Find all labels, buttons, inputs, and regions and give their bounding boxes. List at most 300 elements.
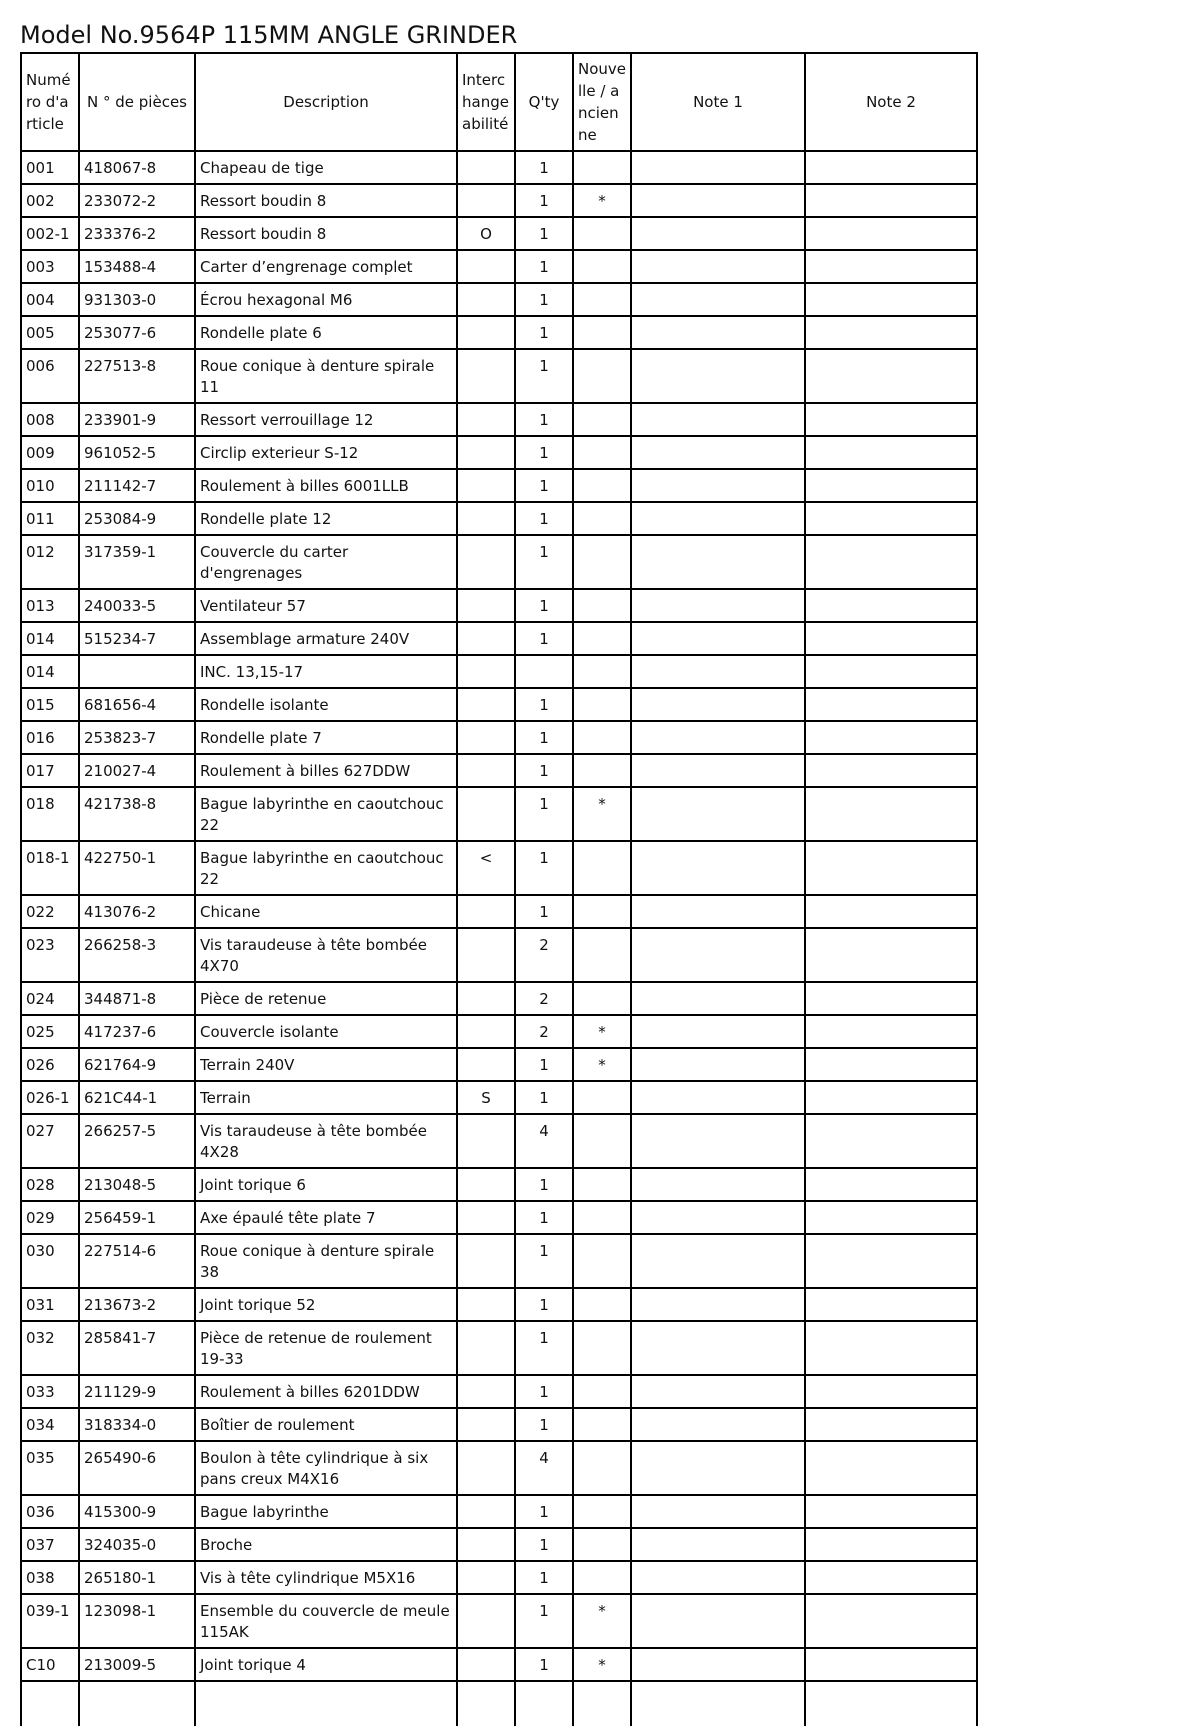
cell-description: Vis à tête cylindrique M5X16 bbox=[195, 1561, 457, 1594]
cell-description: Boulon à tête cylindrique à six pans creux M4X16 bbox=[195, 1441, 457, 1495]
cell-item-no: 014 bbox=[21, 655, 79, 688]
cell-qty: 1 bbox=[515, 1201, 573, 1234]
cell-description: Roue conique à denture spirale 38 bbox=[195, 1234, 457, 1288]
cell-note-2 bbox=[805, 1375, 977, 1408]
cell-description: Roulement à billes 627DDW bbox=[195, 754, 457, 787]
cell-interchangeability: < bbox=[457, 841, 515, 895]
cell-new-old: * bbox=[573, 787, 631, 841]
cell-interchangeability bbox=[457, 1114, 515, 1168]
cell-interchangeability bbox=[457, 655, 515, 688]
cell-interchangeability bbox=[457, 502, 515, 535]
cell-description: Pièce de retenue de roulement 19-33 bbox=[195, 1321, 457, 1375]
cell-description: Joint torique 4 bbox=[195, 1648, 457, 1681]
cell-qty: 1 bbox=[515, 349, 573, 403]
cell-note-1 bbox=[631, 184, 805, 217]
cell-note-2 bbox=[805, 184, 977, 217]
cell-interchangeability bbox=[457, 895, 515, 928]
cell-interchangeability bbox=[457, 1234, 515, 1288]
cell-note-1 bbox=[631, 469, 805, 502]
cell-qty bbox=[515, 655, 573, 688]
cell-note-2 bbox=[805, 1495, 977, 1528]
cell-note-2 bbox=[805, 787, 977, 841]
cell-description: Bague labyrinthe en caoutchouc 22 bbox=[195, 787, 457, 841]
table-body bbox=[21, 151, 977, 1726]
cell-part-no: 266257-5 bbox=[79, 1114, 195, 1168]
cell-note-2 bbox=[805, 1408, 977, 1441]
cell-description: Pièce de retenue bbox=[195, 982, 457, 1015]
table-row bbox=[21, 1648, 977, 1681]
cell-interchangeability bbox=[457, 1495, 515, 1528]
table-row bbox=[21, 502, 977, 535]
cell-new-old bbox=[573, 1561, 631, 1594]
cell-part-no: 211129-9 bbox=[79, 1375, 195, 1408]
table-row bbox=[21, 535, 977, 589]
cell-note-1 bbox=[631, 250, 805, 283]
cell-qty: 1 bbox=[515, 217, 573, 250]
cell-qty: 1 bbox=[515, 283, 573, 316]
cell-note-1 bbox=[631, 1528, 805, 1561]
cell-interchangeability bbox=[457, 622, 515, 655]
cell-part-no: 344871-8 bbox=[79, 982, 195, 1015]
cell-qty: 1 bbox=[515, 1321, 573, 1375]
table-row bbox=[21, 721, 977, 754]
cell-description: Boîtier de roulement bbox=[195, 1408, 457, 1441]
cell-part-no: 265490-6 bbox=[79, 1441, 195, 1495]
cell-description: Ressort verrouillage 12 bbox=[195, 403, 457, 436]
cell-qty: 1 bbox=[515, 1648, 573, 1681]
header-item-no: Numéro d'article bbox=[21, 53, 79, 151]
cell-part-no: 621C44-1 bbox=[79, 1081, 195, 1114]
empty-cell bbox=[195, 1681, 457, 1726]
cell-description: Rondelle plate 12 bbox=[195, 502, 457, 535]
cell-description: Couvercle isolante bbox=[195, 1015, 457, 1048]
cell-note-1 bbox=[631, 535, 805, 589]
table-row bbox=[21, 403, 977, 436]
cell-note-1 bbox=[631, 217, 805, 250]
table-row bbox=[21, 217, 977, 250]
cell-item-no: 015 bbox=[21, 688, 79, 721]
cell-interchangeability bbox=[457, 688, 515, 721]
cell-new-old bbox=[573, 283, 631, 316]
empty-cell bbox=[515, 1681, 573, 1726]
cell-part-no bbox=[79, 655, 195, 688]
cell-part-no: 418067-8 bbox=[79, 151, 195, 184]
cell-new-old bbox=[573, 1201, 631, 1234]
cell-note-1 bbox=[631, 1168, 805, 1201]
cell-qty: 1 bbox=[515, 1561, 573, 1594]
cell-note-1 bbox=[631, 982, 805, 1015]
table-row bbox=[21, 655, 977, 688]
cell-note-1 bbox=[631, 721, 805, 754]
cell-part-no: 256459-1 bbox=[79, 1201, 195, 1234]
table-row-empty bbox=[21, 1681, 977, 1726]
cell-new-old bbox=[573, 349, 631, 403]
cell-qty: 1 bbox=[515, 1234, 573, 1288]
page-title: Model No.9564P 115MM ANGLE GRINDER bbox=[20, 21, 518, 49]
cell-qty: 1 bbox=[515, 1375, 573, 1408]
cell-note-1 bbox=[631, 1321, 805, 1375]
cell-interchangeability bbox=[457, 1288, 515, 1321]
cell-description: Assemblage armature 240V bbox=[195, 622, 457, 655]
cell-qty: 1 bbox=[515, 1288, 573, 1321]
empty-cell bbox=[631, 1681, 805, 1726]
table-row bbox=[21, 622, 977, 655]
cell-note-2 bbox=[805, 982, 977, 1015]
cell-item-no: 006 bbox=[21, 349, 79, 403]
cell-note-2 bbox=[805, 1168, 977, 1201]
table-row bbox=[21, 1114, 977, 1168]
cell-note-1 bbox=[631, 1015, 805, 1048]
cell-interchangeability bbox=[457, 250, 515, 283]
cell-note-2 bbox=[805, 403, 977, 436]
cell-description: Carter d’engrenage complet bbox=[195, 250, 457, 283]
cell-interchangeability bbox=[457, 1168, 515, 1201]
cell-new-old bbox=[573, 1081, 631, 1114]
cell-note-1 bbox=[631, 787, 805, 841]
cell-description: Vis taraudeuse à tête bombée 4X28 bbox=[195, 1114, 457, 1168]
cell-note-1 bbox=[631, 688, 805, 721]
cell-description: Axe épaulé tête plate 7 bbox=[195, 1201, 457, 1234]
cell-note-1 bbox=[631, 895, 805, 928]
cell-note-1 bbox=[631, 1495, 805, 1528]
table-row bbox=[21, 1321, 977, 1375]
cell-part-no: 266258-3 bbox=[79, 928, 195, 982]
cell-qty: 2 bbox=[515, 982, 573, 1015]
cell-item-no: 009 bbox=[21, 436, 79, 469]
cell-qty: 1 bbox=[515, 622, 573, 655]
cell-note-1 bbox=[631, 436, 805, 469]
cell-interchangeability bbox=[457, 1408, 515, 1441]
cell-qty: 1 bbox=[515, 469, 573, 502]
cell-description: Ventilateur 57 bbox=[195, 589, 457, 622]
cell-new-old bbox=[573, 1375, 631, 1408]
cell-part-no: 213009-5 bbox=[79, 1648, 195, 1681]
cell-interchangeability bbox=[457, 151, 515, 184]
cell-item-no: 037 bbox=[21, 1528, 79, 1561]
cell-item-no: 026-1 bbox=[21, 1081, 79, 1114]
cell-description: Circlip exterieur S-12 bbox=[195, 436, 457, 469]
cell-part-no: 253823-7 bbox=[79, 721, 195, 754]
cell-qty: 4 bbox=[515, 1114, 573, 1168]
cell-new-old bbox=[573, 469, 631, 502]
cell-qty: 1 bbox=[515, 436, 573, 469]
cell-part-no: 227514-6 bbox=[79, 1234, 195, 1288]
table-row bbox=[21, 1528, 977, 1561]
cell-part-no: 265180-1 bbox=[79, 1561, 195, 1594]
cell-qty: 1 bbox=[515, 1528, 573, 1561]
cell-note-1 bbox=[631, 151, 805, 184]
cell-part-no: 417237-6 bbox=[79, 1015, 195, 1048]
cell-note-1 bbox=[631, 316, 805, 349]
cell-interchangeability bbox=[457, 721, 515, 754]
cell-note-1 bbox=[631, 1234, 805, 1288]
cell-description: Écrou hexagonal M6 bbox=[195, 283, 457, 316]
cell-item-no: 003 bbox=[21, 250, 79, 283]
cell-note-2 bbox=[805, 1201, 977, 1234]
header-part-no: N ° de pièces bbox=[79, 53, 195, 151]
header-new-old: Nouvelle / ancienne bbox=[573, 53, 631, 151]
cell-new-old bbox=[573, 217, 631, 250]
cell-note-2 bbox=[805, 1528, 977, 1561]
header-note-2: Note 2 bbox=[805, 53, 977, 151]
cell-note-2 bbox=[805, 622, 977, 655]
table-row bbox=[21, 1168, 977, 1201]
table-row bbox=[21, 151, 977, 184]
cell-note-1 bbox=[631, 1114, 805, 1168]
cell-new-old bbox=[573, 589, 631, 622]
cell-part-no: 961052-5 bbox=[79, 436, 195, 469]
cell-interchangeability bbox=[457, 403, 515, 436]
cell-new-old bbox=[573, 754, 631, 787]
cell-interchangeability bbox=[457, 1648, 515, 1681]
cell-part-no: 210027-4 bbox=[79, 754, 195, 787]
cell-description: Rondelle plate 6 bbox=[195, 316, 457, 349]
cell-note-1 bbox=[631, 502, 805, 535]
cell-part-no: 253084-9 bbox=[79, 502, 195, 535]
cell-qty: 1 bbox=[515, 151, 573, 184]
header-qty: Q'ty bbox=[515, 53, 573, 151]
cell-note-2 bbox=[805, 1648, 977, 1681]
cell-part-no: 413076-2 bbox=[79, 895, 195, 928]
cell-interchangeability bbox=[457, 1321, 515, 1375]
cell-note-2 bbox=[805, 1081, 977, 1114]
table-row bbox=[21, 754, 977, 787]
cell-note-1 bbox=[631, 841, 805, 895]
cell-qty: 1 bbox=[515, 688, 573, 721]
cell-description: Bague labyrinthe bbox=[195, 1495, 457, 1528]
cell-note-2 bbox=[805, 217, 977, 250]
cell-interchangeability bbox=[457, 184, 515, 217]
cell-note-1 bbox=[631, 349, 805, 403]
cell-note-2 bbox=[805, 535, 977, 589]
cell-new-old bbox=[573, 1321, 631, 1375]
cell-note-2 bbox=[805, 655, 977, 688]
cell-part-no: 421738-8 bbox=[79, 787, 195, 841]
cell-note-1 bbox=[631, 1648, 805, 1681]
cell-interchangeability bbox=[457, 787, 515, 841]
cell-part-no: 211142-7 bbox=[79, 469, 195, 502]
cell-qty: 1 bbox=[515, 841, 573, 895]
cell-part-no: 317359-1 bbox=[79, 535, 195, 589]
cell-interchangeability bbox=[457, 982, 515, 1015]
table-row bbox=[21, 982, 977, 1015]
cell-new-old bbox=[573, 721, 631, 754]
cell-new-old: * bbox=[573, 184, 631, 217]
cell-item-no: 012 bbox=[21, 535, 79, 589]
cell-interchangeability bbox=[457, 1015, 515, 1048]
cell-part-no: 324035-0 bbox=[79, 1528, 195, 1561]
cell-description: Terrain bbox=[195, 1081, 457, 1114]
cell-part-no: 233376-2 bbox=[79, 217, 195, 250]
cell-description: Ressort boudin 8 bbox=[195, 184, 457, 217]
cell-note-2 bbox=[805, 1015, 977, 1048]
cell-note-1 bbox=[631, 1441, 805, 1495]
cell-part-no: 621764-9 bbox=[79, 1048, 195, 1081]
cell-qty: 1 bbox=[515, 502, 573, 535]
cell-note-1 bbox=[631, 622, 805, 655]
cell-note-2 bbox=[805, 436, 977, 469]
cell-note-2 bbox=[805, 1561, 977, 1594]
cell-item-no: 039-1 bbox=[21, 1594, 79, 1648]
cell-description: Joint torique 6 bbox=[195, 1168, 457, 1201]
cell-new-old bbox=[573, 1408, 631, 1441]
cell-interchangeability bbox=[457, 1561, 515, 1594]
cell-note-2 bbox=[805, 688, 977, 721]
table-row bbox=[21, 184, 977, 217]
cell-note-2 bbox=[805, 1234, 977, 1288]
table-row bbox=[21, 1594, 977, 1648]
cell-interchangeability: S bbox=[457, 1081, 515, 1114]
cell-item-no: 035 bbox=[21, 1441, 79, 1495]
table-row bbox=[21, 1015, 977, 1048]
cell-part-no: 233072-2 bbox=[79, 184, 195, 217]
cell-interchangeability bbox=[457, 283, 515, 316]
cell-new-old bbox=[573, 316, 631, 349]
table-row bbox=[21, 1408, 977, 1441]
cell-qty: 2 bbox=[515, 1015, 573, 1048]
cell-note-2 bbox=[805, 895, 977, 928]
cell-item-no: 033 bbox=[21, 1375, 79, 1408]
cell-item-no: 002 bbox=[21, 184, 79, 217]
cell-item-no: 001 bbox=[21, 151, 79, 184]
cell-item-no: 024 bbox=[21, 982, 79, 1015]
cell-interchangeability bbox=[457, 1048, 515, 1081]
table-row bbox=[21, 436, 977, 469]
cell-item-no: 029 bbox=[21, 1201, 79, 1234]
cell-interchangeability bbox=[457, 1201, 515, 1234]
cell-note-1 bbox=[631, 283, 805, 316]
cell-new-old bbox=[573, 1288, 631, 1321]
cell-qty: 1 bbox=[515, 721, 573, 754]
cell-description: Rondelle isolante bbox=[195, 688, 457, 721]
cell-item-no: 027 bbox=[21, 1114, 79, 1168]
cell-description: Ensemble du couvercle de meule 115AK bbox=[195, 1594, 457, 1648]
cell-interchangeability bbox=[457, 1441, 515, 1495]
cell-item-no: 008 bbox=[21, 403, 79, 436]
table-row bbox=[21, 841, 977, 895]
cell-note-1 bbox=[631, 1201, 805, 1234]
cell-new-old bbox=[573, 1114, 631, 1168]
cell-new-old bbox=[573, 895, 631, 928]
cell-note-2 bbox=[805, 721, 977, 754]
cell-note-2 bbox=[805, 283, 977, 316]
cell-description: INC. 13,15-17 bbox=[195, 655, 457, 688]
cell-note-1 bbox=[631, 1081, 805, 1114]
cell-new-old bbox=[573, 982, 631, 1015]
cell-qty: 1 bbox=[515, 1048, 573, 1081]
cell-qty: 1 bbox=[515, 589, 573, 622]
cell-interchangeability bbox=[457, 349, 515, 403]
cell-qty: 1 bbox=[515, 1081, 573, 1114]
cell-new-old bbox=[573, 535, 631, 589]
cell-interchangeability bbox=[457, 1375, 515, 1408]
cell-description: Chapeau de tige bbox=[195, 151, 457, 184]
cell-note-2 bbox=[805, 1321, 977, 1375]
cell-note-2 bbox=[805, 1594, 977, 1648]
table-row bbox=[21, 787, 977, 841]
cell-note-2 bbox=[805, 928, 977, 982]
cell-note-1 bbox=[631, 1408, 805, 1441]
cell-interchangeability bbox=[457, 754, 515, 787]
empty-cell bbox=[573, 1681, 631, 1726]
cell-item-no: 014 bbox=[21, 622, 79, 655]
cell-part-no: 153488-4 bbox=[79, 250, 195, 283]
cell-note-1 bbox=[631, 754, 805, 787]
cell-note-2 bbox=[805, 1114, 977, 1168]
cell-note-2 bbox=[805, 316, 977, 349]
cell-note-2 bbox=[805, 841, 977, 895]
cell-item-no: 034 bbox=[21, 1408, 79, 1441]
cell-qty: 1 bbox=[515, 754, 573, 787]
cell-item-no: C10 bbox=[21, 1648, 79, 1681]
cell-qty: 1 bbox=[515, 787, 573, 841]
table-row bbox=[21, 1288, 977, 1321]
table-header-row bbox=[21, 53, 977, 151]
table-row bbox=[21, 1375, 977, 1408]
cell-qty: 1 bbox=[515, 1495, 573, 1528]
cell-part-no: 931303-0 bbox=[79, 283, 195, 316]
cell-qty: 1 bbox=[515, 403, 573, 436]
cell-note-1 bbox=[631, 1561, 805, 1594]
cell-new-old bbox=[573, 1495, 631, 1528]
cell-interchangeability bbox=[457, 1594, 515, 1648]
cell-item-no: 013 bbox=[21, 589, 79, 622]
cell-qty: 2 bbox=[515, 928, 573, 982]
cell-description: Chicane bbox=[195, 895, 457, 928]
cell-note-1 bbox=[631, 655, 805, 688]
cell-description: Bague labyrinthe en caoutchouc 22 bbox=[195, 841, 457, 895]
cell-note-1 bbox=[631, 1288, 805, 1321]
cell-part-no: 515234-7 bbox=[79, 622, 195, 655]
cell-item-no: 032 bbox=[21, 1321, 79, 1375]
cell-new-old bbox=[573, 1528, 631, 1561]
cell-new-old bbox=[573, 502, 631, 535]
cell-description: Broche bbox=[195, 1528, 457, 1561]
empty-cell bbox=[805, 1681, 977, 1726]
cell-qty: 1 bbox=[515, 250, 573, 283]
cell-item-no: 038 bbox=[21, 1561, 79, 1594]
table-row bbox=[21, 283, 977, 316]
cell-new-old: * bbox=[573, 1594, 631, 1648]
cell-note-1 bbox=[631, 589, 805, 622]
table-row bbox=[21, 250, 977, 283]
cell-note-2 bbox=[805, 1441, 977, 1495]
cell-interchangeability bbox=[457, 589, 515, 622]
cell-interchangeability bbox=[457, 1528, 515, 1561]
cell-qty: 4 bbox=[515, 1441, 573, 1495]
cell-qty: 1 bbox=[515, 535, 573, 589]
table-row bbox=[21, 589, 977, 622]
cell-new-old bbox=[573, 928, 631, 982]
cell-note-1 bbox=[631, 928, 805, 982]
cell-new-old bbox=[573, 250, 631, 283]
cell-note-1 bbox=[631, 1048, 805, 1081]
cell-note-2 bbox=[805, 349, 977, 403]
cell-description: Joint torique 52 bbox=[195, 1288, 457, 1321]
table-row bbox=[21, 1081, 977, 1114]
cell-new-old bbox=[573, 688, 631, 721]
cell-interchangeability bbox=[457, 535, 515, 589]
cell-part-no: 240033-5 bbox=[79, 589, 195, 622]
cell-item-no: 005 bbox=[21, 316, 79, 349]
cell-part-no: 213048-5 bbox=[79, 1168, 195, 1201]
cell-new-old: * bbox=[573, 1648, 631, 1681]
parts-table bbox=[20, 52, 978, 1726]
cell-interchangeability bbox=[457, 469, 515, 502]
cell-item-no: 031 bbox=[21, 1288, 79, 1321]
cell-item-no: 016 bbox=[21, 721, 79, 754]
cell-note-2 bbox=[805, 469, 977, 502]
